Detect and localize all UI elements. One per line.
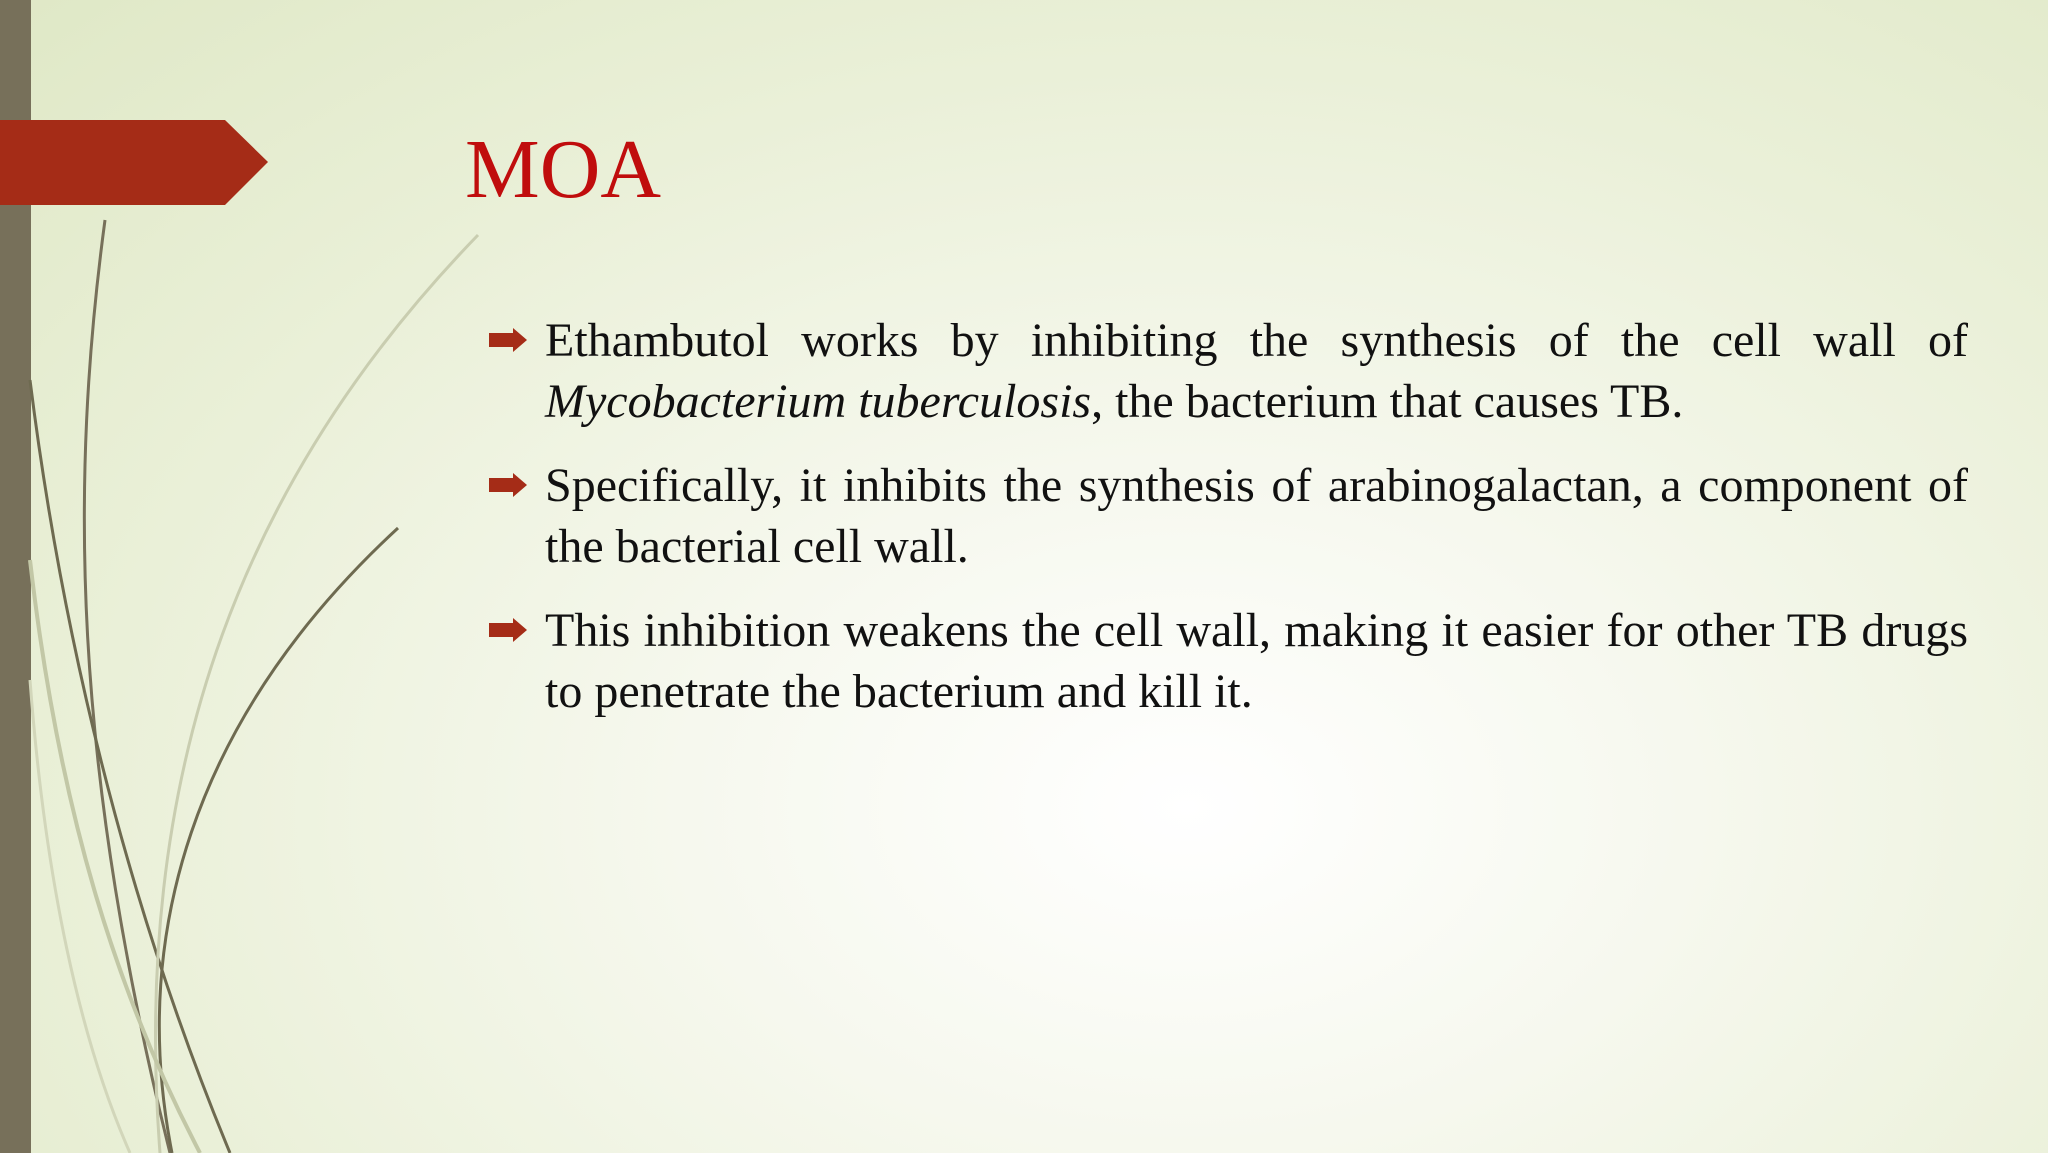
bullet-item	[545, 600, 1968, 722]
species-name: Mycobacterium tuberculosis	[545, 375, 1092, 428]
bullet-item	[545, 310, 1968, 432]
arrow-bullet-icon	[489, 618, 527, 642]
bullet-text: This inhibition weakens the cell wall, making it easier for other TB drugs to penetrate the bacterium and kill it.	[545, 604, 1968, 718]
bullet-item	[545, 455, 1968, 577]
title-flag-decoration	[0, 120, 268, 205]
slide-title: MOA	[465, 123, 662, 216]
bullet-text: Ethambutol works by inhibiting the synthesis of the cell wall of Mycobacterium tuberculosis, the bacterium that causes TB.	[545, 314, 1968, 428]
arrow-bullet-icon	[489, 473, 527, 497]
arrow-bullet-icon	[489, 328, 527, 352]
bullet-text: Specifically, it inhibits the synthesis of arabinogalactan, a component of the bacterial cell wall.	[545, 459, 1968, 573]
bullet-list	[545, 310, 1968, 745]
